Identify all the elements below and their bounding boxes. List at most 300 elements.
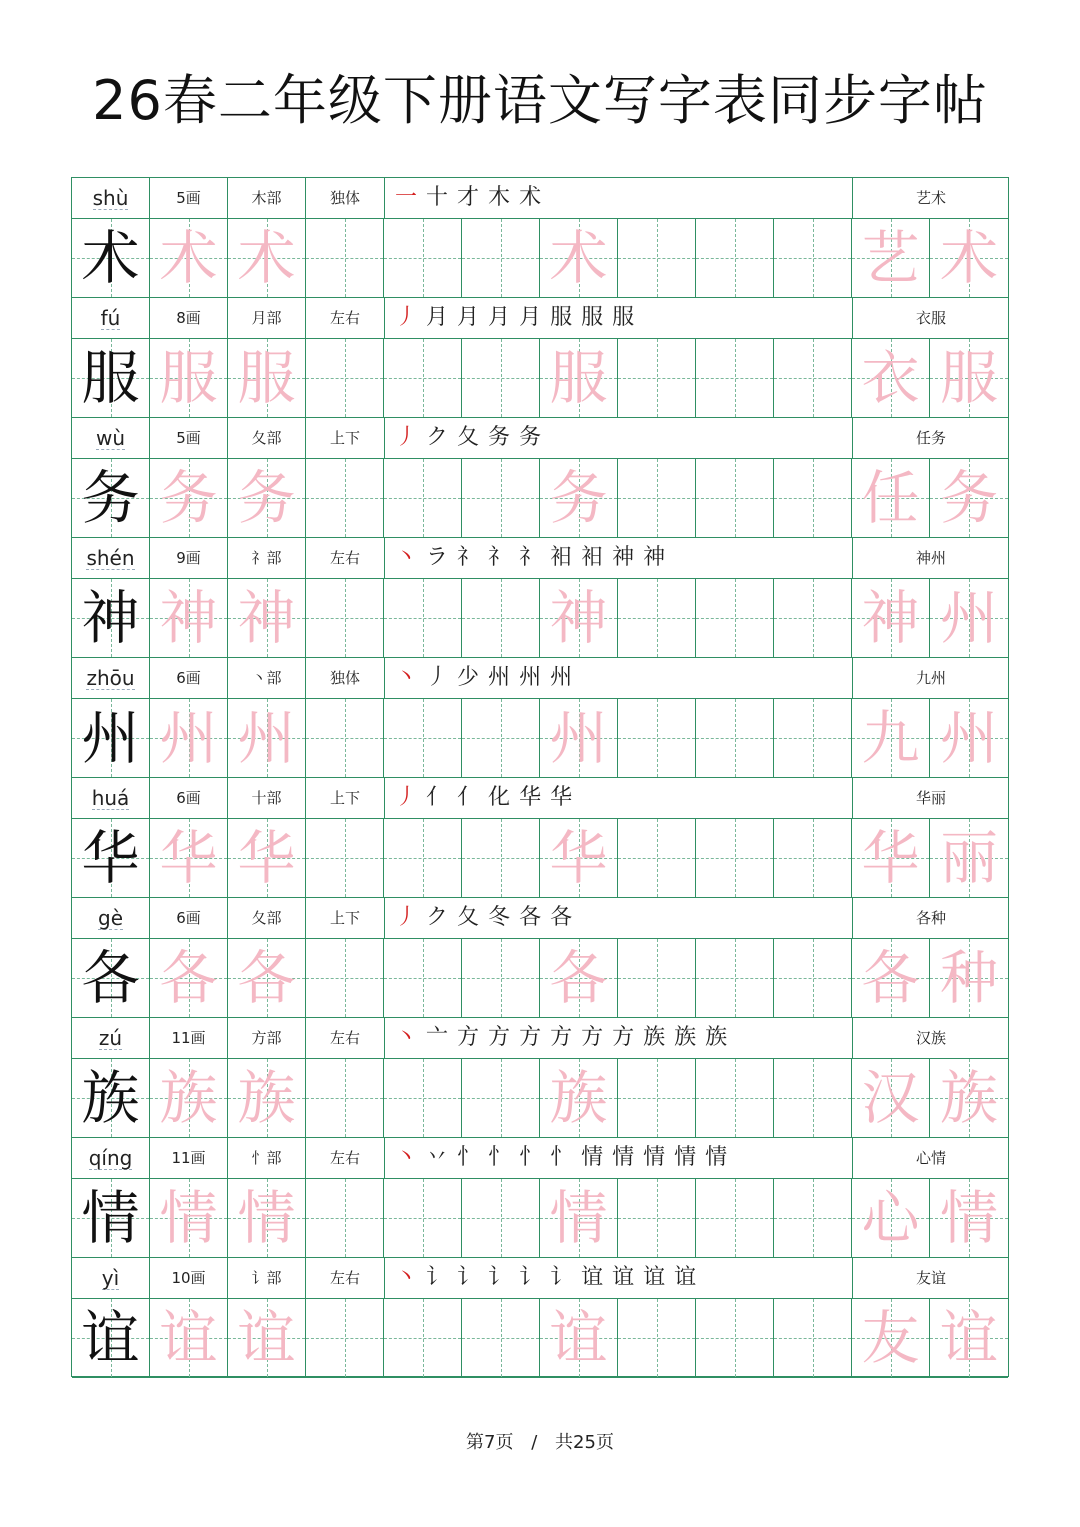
trace-char: 种 — [939, 944, 998, 1012]
trace-char: 各 — [861, 944, 920, 1012]
stroke-step: 丿 — [395, 905, 418, 930]
char-info-line — [72, 538, 1008, 579]
pinyin-label — [72, 778, 150, 818]
tian-zi-box[interactable] — [462, 339, 540, 417]
tian-zi-box[interactable] — [228, 339, 306, 417]
stroke-step: 情 — [612, 1145, 635, 1170]
stroke-step: 冬 — [488, 905, 511, 930]
tian-zi-box[interactable] — [150, 819, 228, 897]
tian-zi-box[interactable] — [618, 939, 696, 1017]
trace-char: 谊 — [549, 1304, 608, 1372]
tian-zi-box[interactable] — [228, 579, 306, 657]
tian-zi-box[interactable] — [306, 1179, 384, 1257]
trace-char: 州 — [939, 704, 998, 772]
tian-zi-box[interactable] — [696, 1059, 774, 1137]
example-word: 九州 — [915, 669, 946, 687]
example-word: 各种 — [915, 909, 946, 927]
trace-char: 华 — [549, 824, 608, 892]
stroke-step: 服 — [612, 305, 635, 330]
tian-zi-box[interactable] — [150, 1059, 228, 1137]
radical-label: 月部 — [228, 298, 306, 338]
trace-char: 神 — [159, 584, 218, 652]
tian-zi-box[interactable] — [540, 459, 618, 537]
char-info-line — [72, 898, 1008, 939]
tian-zi-box[interactable] — [930, 1059, 1008, 1137]
tian-zi-box[interactable] — [774, 339, 852, 417]
tian-zi-box[interactable] — [72, 1179, 150, 1257]
stroke-step: ク — [426, 905, 449, 930]
trace-char: 州 — [939, 584, 998, 652]
tian-zi-box[interactable] — [540, 219, 618, 297]
example-word: 心情 — [915, 1149, 946, 1167]
tian-zi-box[interactable] — [150, 459, 228, 537]
trace-char: 丽 — [939, 824, 998, 892]
stroke-step: 月 — [457, 305, 480, 330]
trace-char: 术 — [159, 224, 218, 292]
stroke-step: 忄 — [457, 1145, 480, 1170]
tian-zi-box[interactable] — [150, 339, 228, 417]
tian-zi-box[interactable] — [306, 339, 384, 417]
char-row — [72, 1138, 1008, 1258]
tian-zi-box[interactable] — [540, 819, 618, 897]
tian-zi-box[interactable] — [72, 459, 150, 537]
structure-label: 上下 — [306, 898, 385, 938]
writing-grid — [72, 459, 1008, 538]
trace-char: 务 — [159, 464, 218, 532]
tian-zi-box[interactable] — [150, 219, 228, 297]
tian-zi-box[interactable] — [696, 219, 774, 297]
tian-zi-box[interactable] — [384, 339, 462, 417]
stroke-count: 10画 — [150, 1258, 228, 1298]
pinyin-text: yì — [101, 1266, 120, 1290]
pinyin-text: qíng — [88, 1146, 133, 1170]
trace-char: 族 — [939, 1064, 998, 1132]
char-row — [72, 538, 1008, 658]
stroke-step: ク — [426, 425, 449, 450]
stroke-step: 方 — [519, 1025, 542, 1050]
example-word: 汉族 — [915, 1029, 946, 1047]
stroke-step: 礻 — [457, 545, 480, 570]
tian-zi-box[interactable] — [540, 339, 618, 417]
tian-zi-box[interactable] — [852, 939, 930, 1017]
stroke-order — [385, 1138, 853, 1178]
trace-char: 州 — [159, 704, 218, 772]
stroke-step: 丶 — [395, 665, 418, 690]
stroke-step: 丶 — [395, 545, 418, 570]
trace-char: 各 — [159, 944, 218, 1012]
tian-zi-box[interactable] — [930, 459, 1008, 537]
trace-char: 情 — [237, 1184, 296, 1252]
stroke-step: 务 — [519, 425, 542, 450]
trace-char: 谊 — [159, 1304, 218, 1372]
tian-zi-box[interactable] — [930, 939, 1008, 1017]
tian-zi-box[interactable] — [696, 459, 774, 537]
trace-char: 务 — [549, 464, 608, 532]
stroke-step: 亻 — [426, 785, 449, 810]
tian-zi-box[interactable] — [540, 579, 618, 657]
tian-zi-box[interactable] — [852, 1299, 930, 1377]
stroke-step: 讠 — [426, 1265, 449, 1290]
tian-zi-box[interactable] — [774, 1059, 852, 1137]
tian-zi-box[interactable] — [774, 219, 852, 297]
stroke-count: 11画 — [150, 1018, 228, 1058]
tian-zi-box[interactable] — [540, 1059, 618, 1137]
tian-zi-box[interactable] — [930, 339, 1008, 417]
pinyin-label — [72, 658, 150, 698]
stroke-step: 谊 — [643, 1265, 666, 1290]
tian-zi-box[interactable] — [540, 699, 618, 777]
tian-zi-box[interactable] — [852, 699, 930, 777]
trace-char: 任 — [861, 464, 920, 532]
stroke-step: 谊 — [581, 1265, 604, 1290]
tian-zi-box[interactable] — [618, 1299, 696, 1377]
stroke-step: ラ — [426, 545, 449, 570]
tian-zi-box[interactable] — [618, 579, 696, 657]
tian-zi-box[interactable] — [852, 219, 930, 297]
structure-label: 左右 — [306, 538, 385, 578]
pinyin-label — [72, 298, 150, 338]
trace-char: 各 — [549, 944, 608, 1012]
pinyin-text: huá — [91, 786, 130, 810]
char-row — [72, 1018, 1008, 1138]
stroke-step: 情 — [705, 1145, 728, 1170]
stroke-step: 一 — [395, 185, 418, 210]
tian-zi-box[interactable] — [774, 699, 852, 777]
stroke-step: 方 — [550, 1025, 573, 1050]
stroke-step: 忄 — [519, 1145, 542, 1170]
tian-zi-box[interactable] — [696, 699, 774, 777]
stroke-step: 丷 — [426, 1145, 449, 1170]
tian-zi-box[interactable] — [462, 699, 540, 777]
trace-char: 九 — [861, 704, 920, 772]
tian-zi-box[interactable] — [930, 1299, 1008, 1377]
tian-zi-box[interactable] — [228, 699, 306, 777]
stroke-step: 忄 — [488, 1145, 511, 1170]
stroke-count: 6画 — [150, 658, 228, 698]
tian-zi-box[interactable] — [384, 1179, 462, 1257]
tian-zi-box[interactable] — [696, 1299, 774, 1377]
stroke-order — [385, 778, 853, 818]
tian-zi-box[interactable] — [306, 1059, 384, 1137]
trace-char: 服 — [159, 344, 218, 412]
tian-zi-box[interactable] — [852, 459, 930, 537]
structure-label: 独体 — [306, 178, 385, 218]
tian-zi-box[interactable] — [150, 579, 228, 657]
stroke-step: 方 — [581, 1025, 604, 1050]
stroke-order — [385, 298, 853, 338]
char-info-line — [72, 418, 1008, 459]
tian-zi-box[interactable] — [774, 819, 852, 897]
radical-label: 礻部 — [228, 538, 306, 578]
tian-zi-box[interactable] — [774, 1179, 852, 1257]
trace-char: 族 — [549, 1064, 608, 1132]
tian-zi-box[interactable] — [72, 1299, 150, 1377]
tian-zi-box[interactable] — [462, 1179, 540, 1257]
char-info-line — [72, 1258, 1008, 1299]
tian-zi-box[interactable] — [540, 939, 618, 1017]
stroke-order — [385, 1018, 853, 1058]
writing-grid — [72, 579, 1008, 658]
stroke-step: 讠 — [550, 1265, 573, 1290]
stroke-step: 丿 — [395, 305, 418, 330]
char-row — [72, 298, 1008, 418]
stroke-count: 11画 — [150, 1138, 228, 1178]
trace-char: 友 — [861, 1304, 920, 1372]
trace-char: 华 — [861, 824, 920, 892]
example-word: 友谊 — [915, 1269, 946, 1287]
stroke-step: 华 — [550, 785, 573, 810]
char-info-line — [72, 178, 1008, 219]
tian-zi-box[interactable] — [150, 699, 228, 777]
page-number: 第7页 — [466, 1432, 514, 1453]
stroke-step: 夂 — [457, 905, 480, 930]
tian-zi-box[interactable] — [150, 939, 228, 1017]
structure-label: 上下 — [306, 778, 385, 818]
tian-zi-box[interactable] — [462, 819, 540, 897]
tian-zi-box[interactable] — [72, 699, 150, 777]
tian-zi-box[interactable] — [696, 339, 774, 417]
tian-zi-box[interactable] — [618, 699, 696, 777]
model-char: 各 — [81, 944, 140, 1012]
stroke-step: 情 — [674, 1145, 697, 1170]
stroke-step: 族 — [674, 1025, 697, 1050]
pinyin-label — [72, 898, 150, 938]
tian-zi-box[interactable] — [852, 819, 930, 897]
stroke-count: 6画 — [150, 898, 228, 938]
tian-zi-box[interactable] — [618, 819, 696, 897]
char-row — [72, 1258, 1008, 1378]
trace-char: 汉 — [861, 1064, 920, 1132]
structure-label: 左右 — [306, 1258, 385, 1298]
tian-zi-box[interactable] — [228, 1059, 306, 1137]
tian-zi-box[interactable] — [72, 339, 150, 417]
stroke-step: 方 — [612, 1025, 635, 1050]
stroke-step: 谊 — [612, 1265, 635, 1290]
example-word: 艺术 — [915, 189, 946, 207]
tian-zi-box[interactable] — [228, 1179, 306, 1257]
trace-char: 术 — [939, 224, 998, 292]
stroke-step: 礻 — [488, 545, 511, 570]
tian-zi-box[interactable] — [306, 939, 384, 1017]
structure-label: 上下 — [306, 418, 385, 458]
stroke-step: 各 — [519, 905, 542, 930]
trace-char: 华 — [237, 824, 296, 892]
stroke-step: 丿 — [395, 425, 418, 450]
tian-zi-box[interactable] — [618, 1059, 696, 1137]
tian-zi-box[interactable] — [696, 1179, 774, 1257]
page-title: 26春二年级下册语文写字表同步字帖 — [92, 69, 988, 132]
page-total: 共25页 — [555, 1432, 614, 1453]
tian-zi-box[interactable] — [306, 579, 384, 657]
tian-zi-box[interactable] — [618, 459, 696, 537]
tian-zi-box[interactable] — [618, 219, 696, 297]
trace-char: 族 — [237, 1064, 296, 1132]
tian-zi-box[interactable] — [306, 459, 384, 537]
radical-label: 忄部 — [228, 1138, 306, 1178]
tian-zi-box[interactable] — [462, 219, 540, 297]
char-row — [72, 898, 1008, 1018]
radical-label: 讠部 — [228, 1258, 306, 1298]
tian-zi-box[interactable] — [696, 939, 774, 1017]
trace-char: 服 — [549, 344, 608, 412]
tian-zi-box[interactable] — [228, 459, 306, 537]
stroke-step: 神 — [643, 545, 666, 570]
tian-zi-box[interactable] — [618, 1179, 696, 1257]
tian-zi-box[interactable] — [774, 579, 852, 657]
stroke-step: 忄 — [550, 1145, 573, 1170]
example-word: 衣服 — [915, 309, 946, 327]
trace-char: 服 — [237, 344, 296, 412]
stroke-step: 方 — [488, 1025, 511, 1050]
structure-label: 左右 — [306, 1018, 385, 1058]
tian-zi-box[interactable] — [930, 819, 1008, 897]
page-separator: / — [531, 1432, 538, 1453]
stroke-step: 情 — [643, 1145, 666, 1170]
tian-zi-box[interactable] — [306, 819, 384, 897]
tian-zi-box[interactable] — [306, 219, 384, 297]
pinyin-text: zú — [98, 1026, 123, 1050]
trace-char: 术 — [549, 224, 608, 292]
tian-zi-box[interactable] — [774, 939, 852, 1017]
stroke-step: 务 — [488, 425, 511, 450]
tian-zi-box[interactable] — [696, 819, 774, 897]
tian-zi-box[interactable] — [462, 579, 540, 657]
structure-label: 左右 — [306, 1138, 385, 1178]
char-info-line — [72, 1138, 1008, 1179]
pinyin-text: gè — [98, 906, 123, 930]
trace-char: 谊 — [939, 1304, 998, 1372]
tian-zi-box[interactable] — [852, 339, 930, 417]
tian-zi-box[interactable] — [462, 1059, 540, 1137]
stroke-order — [385, 178, 853, 218]
model-char: 情 — [81, 1184, 140, 1252]
tian-zi-box[interactable] — [228, 939, 306, 1017]
tian-zi-box[interactable] — [72, 939, 150, 1017]
pinyin-label — [72, 538, 150, 578]
stroke-step: 各 — [550, 905, 573, 930]
tian-zi-box[interactable] — [930, 699, 1008, 777]
stroke-order — [385, 538, 853, 578]
tian-zi-box[interactable] — [462, 939, 540, 1017]
stroke-step: 丿 — [395, 785, 418, 810]
tian-zi-box[interactable] — [930, 1179, 1008, 1257]
tian-zi-box[interactable] — [72, 1059, 150, 1137]
tian-zi-box[interactable] — [384, 219, 462, 297]
trace-char: 州 — [549, 704, 608, 772]
tian-zi-box[interactable] — [384, 579, 462, 657]
tian-zi-box[interactable] — [462, 1299, 540, 1377]
tian-zi-box[interactable] — [72, 579, 150, 657]
tian-zi-box[interactable] — [150, 1299, 228, 1377]
tian-zi-box[interactable] — [384, 459, 462, 537]
radical-label: 夂部 — [228, 418, 306, 458]
stroke-step: 月 — [488, 305, 511, 330]
stroke-order — [385, 1258, 853, 1298]
stroke-step: 州 — [550, 665, 573, 690]
pinyin-text: zhōu — [86, 666, 135, 690]
char-info-line — [72, 778, 1008, 819]
tian-zi-box[interactable] — [852, 1179, 930, 1257]
stroke-count: 6画 — [150, 778, 228, 818]
model-char: 务 — [81, 464, 140, 532]
tian-zi-box[interactable] — [384, 1299, 462, 1377]
tian-zi-box[interactable] — [384, 819, 462, 897]
tian-zi-box[interactable] — [774, 459, 852, 537]
stroke-step: 服 — [581, 305, 604, 330]
tian-zi-box[interactable] — [540, 1299, 618, 1377]
stroke-step: 讠 — [488, 1265, 511, 1290]
tian-zi-box[interactable] — [462, 459, 540, 537]
stroke-step: 丶 — [395, 1145, 418, 1170]
tian-zi-box[interactable] — [228, 819, 306, 897]
stroke-step: 州 — [519, 665, 542, 690]
stroke-step: 服 — [550, 305, 573, 330]
tian-zi-box[interactable] — [696, 579, 774, 657]
tian-zi-box[interactable] — [852, 579, 930, 657]
stroke-step: 术 — [519, 185, 542, 210]
example-word: 华丽 — [915, 789, 946, 807]
model-char: 谊 — [81, 1304, 140, 1372]
model-char: 服 — [81, 344, 140, 412]
pinyin-text: shén — [86, 546, 135, 570]
trace-char: 情 — [939, 1184, 998, 1252]
trace-char: 情 — [159, 1184, 218, 1252]
tian-zi-box[interactable] — [618, 339, 696, 417]
structure-label: 独体 — [306, 658, 385, 698]
model-char: 术 — [81, 224, 140, 292]
trace-char: 衣 — [861, 344, 920, 412]
practice-sheet — [71, 177, 1009, 1377]
tian-zi-box[interactable] — [774, 1299, 852, 1377]
model-char: 华 — [81, 824, 140, 892]
tian-zi-box[interactable] — [384, 1059, 462, 1137]
char-info-line — [72, 1018, 1008, 1059]
trace-char: 情 — [549, 1184, 608, 1252]
tian-zi-box[interactable] — [852, 1059, 930, 1137]
tian-zi-box[interactable] — [930, 579, 1008, 657]
tian-zi-box[interactable] — [306, 1299, 384, 1377]
structure-label: 左右 — [306, 298, 385, 338]
tian-zi-box[interactable] — [150, 1179, 228, 1257]
model-char: 州 — [81, 704, 140, 772]
pinyin-text: fú — [100, 306, 121, 330]
tian-zi-box[interactable] — [72, 819, 150, 897]
trace-char: 服 — [939, 344, 998, 412]
stroke-step: 谊 — [674, 1265, 697, 1290]
stroke-order — [385, 658, 853, 698]
tian-zi-box[interactable] — [72, 219, 150, 297]
stroke-step: 亻 — [457, 785, 480, 810]
trace-char: 神 — [237, 584, 296, 652]
radical-label: 夂部 — [228, 898, 306, 938]
writing-grid — [72, 339, 1008, 418]
trace-char: 术 — [237, 224, 296, 292]
tian-zi-box[interactable] — [384, 939, 462, 1017]
tian-zi-box[interactable] — [384, 699, 462, 777]
writing-grid — [72, 819, 1008, 898]
radical-label: 方部 — [228, 1018, 306, 1058]
stroke-step: 讠 — [457, 1265, 480, 1290]
char-row — [72, 778, 1008, 898]
stroke-count: 8画 — [150, 298, 228, 338]
tian-zi-box[interactable] — [540, 1179, 618, 1257]
stroke-step: 丶 — [395, 1025, 418, 1050]
tian-zi-box[interactable] — [228, 219, 306, 297]
tian-zi-box[interactable] — [228, 1299, 306, 1377]
tian-zi-box[interactable] — [306, 699, 384, 777]
stroke-step: 情 — [581, 1145, 604, 1170]
tian-zi-box[interactable] — [930, 219, 1008, 297]
